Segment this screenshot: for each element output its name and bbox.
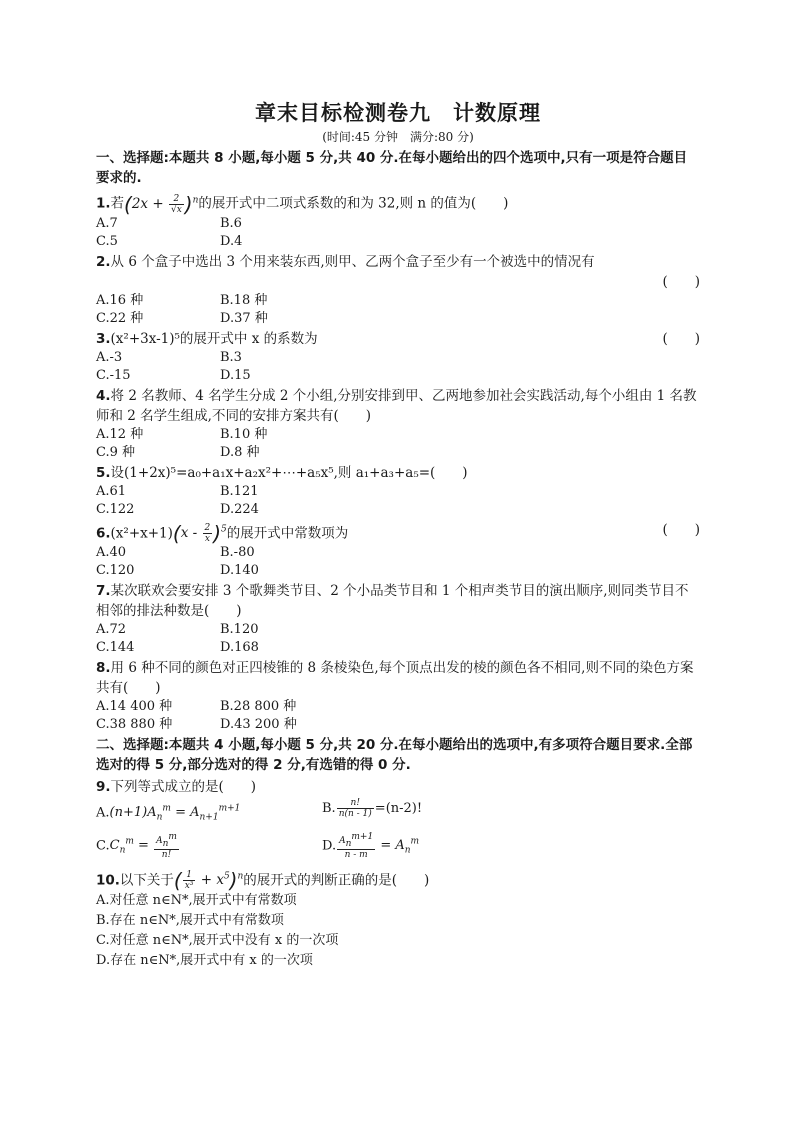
option-d[interactable]: D.140 [220,563,259,578]
question-number: 9. [96,779,111,795]
question-number: 4. [96,387,111,404]
option-b[interactable]: B.3 [220,349,242,365]
option-d[interactable]: D.168 [220,640,259,655]
binomial-expression: (x - $\frac{2}{x}$ )$^5$ [172,521,227,546]
option-c[interactable]: C.对任意 n∈N*,展开式中没有 x 的一次项 [96,933,339,949]
option-d[interactable]: D.15 [220,367,251,383]
question-1 [96,190,700,215]
options-q9 [96,797,700,863]
option-b[interactable]: B.121 [220,483,259,499]
options-q1 [96,215,700,251]
option-a[interactable]: A.61 [96,483,127,499]
question-text: (x²+3x-1)⁵的展开式中 x 的系数为 [110,330,318,347]
question-number: 8. [96,660,111,676]
options-q6 [96,544,700,580]
options-q5 [96,483,700,519]
option-b[interactable]: B.18 种 [220,292,268,308]
question-5 [96,463,700,483]
option-a[interactable]: A.14 400 种 [96,699,173,714]
option-d[interactable]: D.4 [220,233,243,249]
option-a[interactable]: A.16 种 [96,292,144,308]
option-c[interactable]: C.144 [96,640,135,655]
option-b[interactable]: B.-80 [220,545,255,560]
question-number: 2. [96,253,111,270]
page-title: 章末目标检测卷九 计数原理 [255,101,541,125]
option-c[interactable]: C.120 [96,563,135,578]
option-c[interactable]: C.5 [96,233,118,249]
option-c[interactable]: C.122 [96,501,135,517]
page-subtitle: (时间:45 分钟 满分:80 分) [322,130,474,144]
question-text: 某次联欢会要安排 3 个歌舞类节目、2 个小品类节目和 1 个相声类节目的演出顺序,则同类节目不相邻的排法种数是( ) [96,583,689,619]
option-a[interactable]: A.72 [96,622,127,637]
question-number: 7. [96,583,111,599]
option-c[interactable]: C.38 880 种 [96,717,173,732]
option-b[interactable]: B. $\frac{n!}{n(n - 1)}$ =(n-2)! [322,798,423,819]
options-q8 [96,698,700,734]
option-d[interactable]: D. $\frac{A_n^{m+1}}{n - m}$ = $A_n^m$ [322,831,420,860]
question-number: 5. [96,464,111,481]
option-d[interactable]: D.43 200 种 [220,717,297,732]
options-q7 [96,621,700,657]
exam-page [96,98,700,971]
question-text: 下列等式成立的是( ) [110,779,257,795]
question-text-pre: 若 [110,195,125,212]
question-2 [96,252,700,292]
option-b[interactable]: B.6 [220,215,242,231]
option-c[interactable]: C.9 种 [96,444,136,460]
option-b[interactable]: B.120 [220,622,259,637]
answer-blank: ( ) [662,521,700,538]
option-a[interactable]: A.-3 [96,349,123,365]
question-8 [96,658,700,698]
question-10 [96,867,700,892]
question-text-post: 的展开式中常数项为 [226,525,349,541]
option-b[interactable]: B.28 800 种 [220,699,297,714]
option-c[interactable]: C.-15 [96,367,131,383]
question-number: 3. [96,330,111,347]
answer-blank: ( ) [662,273,700,290]
option-b[interactable]: B.10 种 [220,426,268,442]
option-a[interactable]: A.12 种 [96,426,144,442]
option-c[interactable]: C.22 种 [96,310,144,326]
question-4 [96,386,700,426]
question-text-pre: (x²+x+1) [110,525,173,541]
question-text-post: 的展开式中二项式系数的和为 32,则 n 的值为( ) [198,195,509,212]
option-a[interactable]: A.7 [96,215,118,231]
option-b[interactable]: B.存在 n∈N*,展开式中有常数项 [96,913,284,929]
binomial-expression: ( $\frac{1}{\text{x³}}$ + $x^5)^n$ [173,868,244,893]
option-d[interactable]: D.37 种 [220,310,268,326]
option-a[interactable]: $A.(n+1)A_n^m = A_{n+1}^{m+1}$ [96,804,241,823]
question-text: 用 6 种不同的颜色对正四棱锥的 8 条棱染色,每个顶点出发的棱的颜色各不相同,则不同的染色方案共有( ) [96,660,694,696]
question-text: 设(1+2x)⁵=a₀+a₁x+a₂x²+⋯+a₅x⁵,则 a₁+a₃+a₅=( ) [110,464,468,481]
question-7 [96,581,700,621]
answer-blank: ( ) [662,330,700,347]
option-d[interactable]: D.8 种 [220,444,260,460]
options-q2 [96,292,700,328]
question-text: 从 6 个盒子中选出 3 个用来装东西,则甲、乙两个盒子至少有一个被选中的情况有 [110,253,595,270]
options-q10 [96,891,700,971]
option-a[interactable]: A.40 [96,545,127,560]
section-one-instructions: 一、选择题:本题共 8 小题,每小题 5 分,共 40 分.在每小题给出的四个选项中,只有一项是符合题目要求的. [96,150,688,186]
question-6 [96,520,700,545]
question-text-post: 的展开式的判断正确的是( ) [243,872,430,889]
question-number: 1. [96,195,111,212]
binomial-expression: (2x + $\frac{2}{√x}$ )$^n$ [124,192,199,216]
question-number: 6. [96,525,111,541]
option-a[interactable]: A.对任意 n∈N*,展开式中有常数项 [96,893,297,909]
option-d[interactable]: D.存在 n∈N*,展开式中有 x 的一次项 [96,953,313,969]
option-d[interactable]: D.224 [220,501,259,517]
option-c[interactable]: $C.C_n^m$ = $\frac{A_n^m}{n!}$ [96,831,177,860]
question-9 [96,777,700,797]
section-two-instructions: 二、选择题:本题共 4 小题,每小题 5 分,共 20 分.在每小题给出的选项中,有多项符合题目要求.全部选对的得 5 分,部分选对的得 2 分,有选错的得 0 分. [96,737,693,773]
question-text-pre: 以下关于 [119,872,174,889]
options-q3 [96,349,700,385]
question-number: 10. [96,872,120,889]
options-q4 [96,426,700,462]
question-3 [96,329,700,349]
question-text: 将 2 名教师、4 名学生分成 2 个小组,分别安排到甲、乙两地参加社会实践活动,每个小组由 1 名教师和 2 名学生组成,不同的安排方案共有( ) [96,387,697,424]
